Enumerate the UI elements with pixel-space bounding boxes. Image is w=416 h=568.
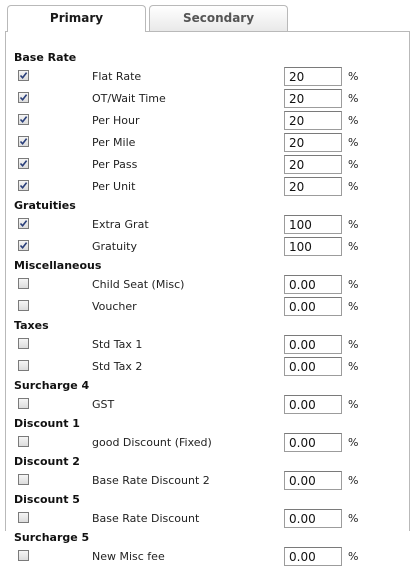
percent-unit: % — [348, 70, 359, 83]
checkmark-icon — [19, 71, 28, 80]
rate-value-input[interactable] — [284, 177, 342, 196]
tab-primary[interactable]: Primary — [7, 5, 146, 32]
rate-row-extra-grat — [14, 214, 404, 236]
rate-label: Per Mile — [92, 136, 136, 149]
section-title-discount-2: Discount 2 — [14, 455, 80, 468]
include-checkbox[interactable] — [18, 180, 29, 191]
rate-row-ot-wait-time — [14, 88, 404, 110]
rate-value-input[interactable] — [284, 433, 342, 452]
section-title-surcharge-4: Surcharge 4 — [14, 379, 90, 392]
rate-row-gratuity — [14, 236, 404, 258]
include-checkbox[interactable] — [18, 114, 29, 125]
rate-label: Std Tax 2 — [92, 360, 143, 373]
include-checkbox[interactable] — [18, 240, 29, 251]
rate-row-per-pass — [14, 154, 404, 176]
include-checkbox[interactable] — [18, 278, 29, 289]
include-checkbox[interactable] — [18, 70, 29, 81]
rate-label: Base Rate Discount 2 — [92, 474, 210, 487]
rate-row-per-unit — [14, 176, 404, 198]
rate-value-input[interactable] — [284, 155, 342, 174]
rate-row-new-misc-fee — [14, 546, 404, 568]
rate-label: OT/Wait Time — [92, 92, 166, 105]
include-checkbox[interactable] — [18, 474, 29, 485]
rate-label: New Misc fee — [92, 550, 165, 563]
rate-value-input[interactable] — [284, 133, 342, 152]
tab-secondary[interactable]: Secondary — [149, 5, 288, 31]
rate-settings-list — [14, 50, 404, 568]
section-title-gratuities: Gratuities — [14, 199, 76, 212]
rate-value-input[interactable] — [284, 215, 342, 234]
rate-label: good Discount (Fixed) — [92, 436, 212, 449]
rate-row-per-mile — [14, 132, 404, 154]
section-title-surcharge-5: Surcharge 5 — [14, 531, 90, 544]
tab-bar — [0, 0, 416, 32]
rate-value-input[interactable] — [284, 395, 342, 414]
percent-unit: % — [348, 474, 359, 487]
rate-label: Per Pass — [92, 158, 138, 171]
percent-unit: % — [348, 158, 359, 171]
percent-unit: % — [348, 360, 359, 373]
rate-value-input[interactable] — [284, 237, 342, 256]
checkmark-icon — [19, 219, 28, 228]
percent-unit: % — [348, 436, 359, 449]
rate-row-voucher — [14, 296, 404, 318]
include-checkbox[interactable] — [18, 550, 29, 561]
percent-unit: % — [348, 550, 359, 563]
include-checkbox[interactable] — [18, 300, 29, 311]
rate-value-input[interactable] — [284, 357, 342, 376]
include-checkbox[interactable] — [18, 436, 29, 447]
section-title-miscellaneous: Miscellaneous — [14, 259, 102, 272]
percent-unit: % — [348, 278, 359, 291]
rate-row-per-hour — [14, 110, 404, 132]
checkmark-icon — [19, 159, 28, 168]
checkmark-icon — [19, 241, 28, 250]
percent-unit: % — [348, 180, 359, 193]
percent-unit: % — [348, 300, 359, 313]
rate-label: Base Rate Discount — [92, 512, 200, 525]
rate-row-child-seat-misc — [14, 274, 404, 296]
rate-row-std-tax-1 — [14, 334, 404, 356]
tab-panel — [5, 31, 410, 563]
rate-label: Extra Grat — [92, 218, 149, 231]
rate-value-input[interactable] — [284, 335, 342, 354]
rate-value-input[interactable] — [284, 547, 342, 566]
rate-label: Std Tax 1 — [92, 338, 143, 351]
include-checkbox[interactable] — [18, 92, 29, 103]
rate-value-input[interactable] — [284, 67, 342, 86]
rate-row-std-tax-2 — [14, 356, 404, 378]
include-checkbox[interactable] — [18, 158, 29, 169]
include-checkbox[interactable] — [18, 218, 29, 229]
percent-unit: % — [348, 512, 359, 525]
rate-value-input[interactable] — [284, 297, 342, 316]
checkmark-icon — [19, 93, 28, 102]
percent-unit: % — [348, 136, 359, 149]
include-checkbox[interactable] — [18, 360, 29, 371]
percent-unit: % — [348, 114, 359, 127]
rate-label: Per Hour — [92, 114, 140, 127]
rate-row-flat-rate — [14, 66, 404, 88]
percent-unit: % — [348, 398, 359, 411]
rate-label: Gratuity — [92, 240, 137, 253]
rate-label: Voucher — [92, 300, 137, 313]
rate-label: Flat Rate — [92, 70, 142, 83]
rate-value-input[interactable] — [284, 509, 342, 528]
percent-unit: % — [348, 218, 359, 231]
checkmark-icon — [19, 115, 28, 124]
percent-unit: % — [348, 338, 359, 351]
rate-row-gst — [14, 394, 404, 416]
rate-label: Per Unit — [92, 180, 136, 193]
include-checkbox[interactable] — [18, 512, 29, 523]
rate-value-input[interactable] — [284, 111, 342, 130]
checkmark-icon — [19, 181, 28, 190]
checkmark-icon — [19, 137, 28, 146]
section-title-discount-5: Discount 5 — [14, 493, 80, 506]
rate-row-good-discount-fixed — [14, 432, 404, 454]
rate-label: Child Seat (Misc) — [92, 278, 185, 291]
section-title-discount-1: Discount 1 — [14, 417, 80, 430]
include-checkbox[interactable] — [18, 338, 29, 349]
rate-label: GST — [92, 398, 115, 411]
rate-row-base-rate-discount-2 — [14, 470, 404, 492]
rate-value-input[interactable] — [284, 471, 342, 490]
include-checkbox[interactable] — [18, 398, 29, 409]
rate-value-input[interactable] — [284, 275, 342, 294]
include-checkbox[interactable] — [18, 136, 29, 147]
rate-value-input[interactable] — [284, 89, 342, 108]
section-title-base-rate: Base Rate — [14, 51, 77, 64]
percent-unit: % — [348, 92, 359, 105]
section-title-taxes: Taxes — [14, 319, 49, 332]
percent-unit: % — [348, 240, 359, 253]
